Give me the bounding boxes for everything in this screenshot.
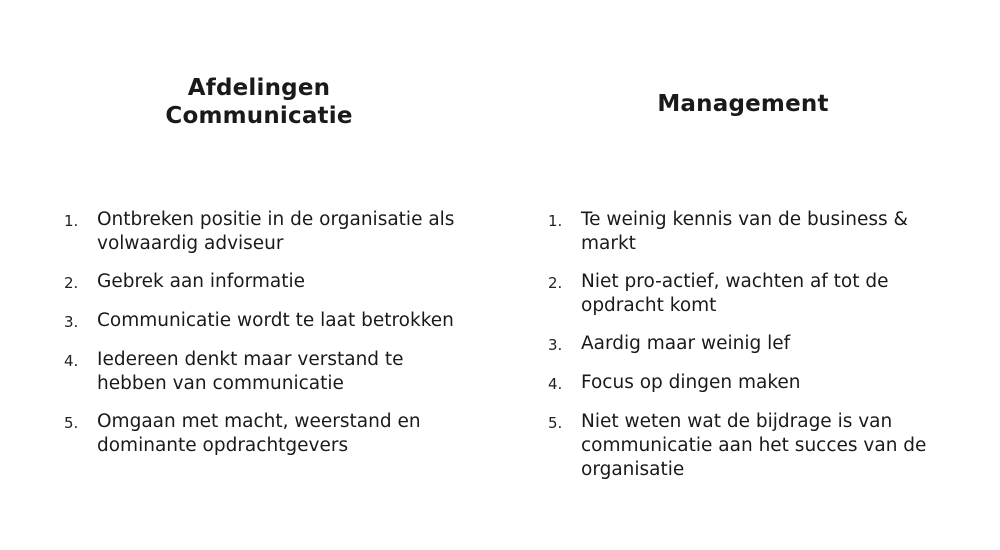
list-text: Ontbreken positie in de organisatie als volwaardig adviseur bbox=[97, 209, 455, 254]
list-item bbox=[548, 208, 956, 256]
list-item bbox=[548, 270, 956, 318]
list-item bbox=[64, 208, 457, 256]
right-column bbox=[548, 0, 968, 550]
list-number: 5. bbox=[548, 414, 563, 432]
list-number: 2. bbox=[548, 274, 563, 292]
list-text: Gebrek aan informatie bbox=[97, 271, 306, 292]
list-item bbox=[548, 371, 956, 396]
list-item bbox=[548, 410, 956, 482]
list-number: 4. bbox=[64, 352, 79, 370]
list-number: 1. bbox=[548, 212, 563, 230]
list-item bbox=[64, 270, 457, 295]
list-text: Omgaan met macht, weerstand en dominante opdrachtgevers bbox=[97, 411, 421, 456]
left-list bbox=[64, 208, 457, 472]
list-text: Focus op dingen maken bbox=[581, 372, 801, 393]
list-item bbox=[548, 332, 956, 357]
left-heading: Afdelingen Communicatie bbox=[165, 75, 353, 129]
list-item bbox=[64, 410, 457, 458]
list-text: Iedereen denkt maar verstand te hebben van communicatie bbox=[97, 349, 404, 394]
right-list bbox=[548, 208, 956, 496]
list-text: Niet weten wat de bijdrage is van communicatie aan het succes van de organisatie bbox=[581, 411, 927, 480]
list-text: Communicatie wordt te laat betrokken bbox=[97, 310, 454, 331]
list-number: 5. bbox=[64, 414, 79, 432]
list-text: Te weinig kennis van de business & markt bbox=[581, 209, 908, 254]
list-number: 4. bbox=[548, 375, 563, 393]
list-text: Aardig maar weinig lef bbox=[581, 333, 791, 354]
left-column bbox=[64, 0, 464, 550]
list-number: 3. bbox=[64, 313, 79, 331]
list-number: 1. bbox=[64, 212, 79, 230]
list-text: Niet pro-actief, wachten af tot de opdracht komt bbox=[581, 271, 889, 316]
list-number: 2. bbox=[64, 274, 79, 292]
list-item bbox=[64, 309, 457, 334]
list-item bbox=[64, 348, 457, 396]
right-heading: Management bbox=[657, 91, 829, 117]
list-number: 3. bbox=[548, 336, 563, 354]
